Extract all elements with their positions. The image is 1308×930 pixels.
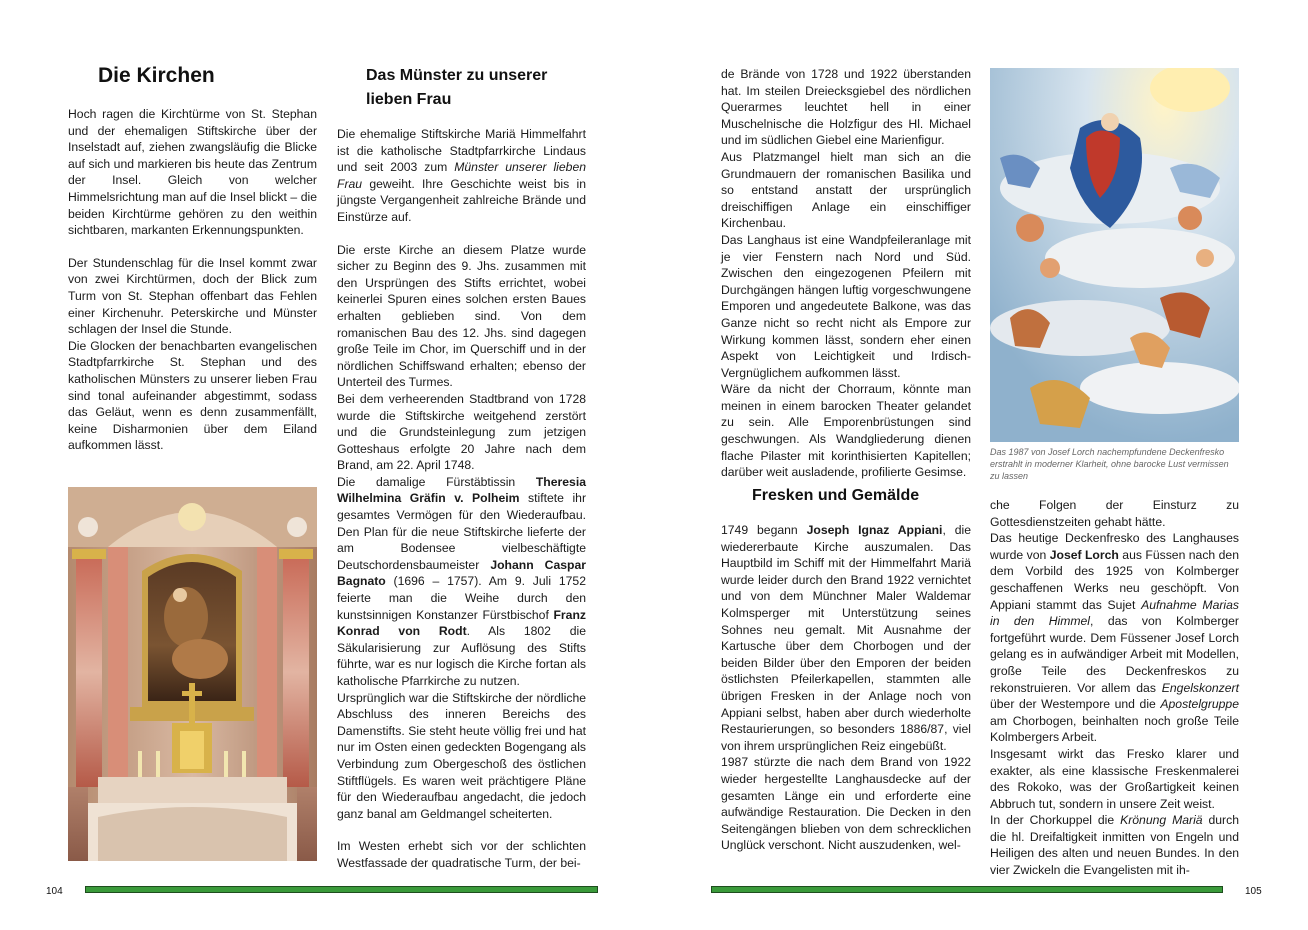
heading-die-kirchen: Die Kirchen <box>98 64 215 87</box>
paragraph: Die ehemalige Stiftskirche Mariä Himmelfahrt ist die katholische Stadtpfarrkirche Lindaus und seit 2003 zum Münster unserer lieben Frau geweiht. Ihre Geschichte weist bis in jüngste Vergangenheit zahlreiche Brände und Einstürze auf. <box>337 127 587 224</box>
fresco-photo <box>990 68 1239 442</box>
heading-fresken: Fresken und Gemälde <box>752 487 920 504</box>
paragraph: Wäre da nicht der Chorraum, könnte man meinen in einem barocken Theater gelandet zu sein. Alle Emporenbrüstungen sind geschwungen. Als Wandgliederung dienen flache Pilaster mit korinthisierten Kapitellen; darüber weit ausladende, profilierte Gesimse. <box>721 382 971 480</box>
paragraph: Aus Platzmangel hielt man sich an die Grundmauern der romanischen Basilika und so entstand anstatt der ursprünglich dreischiffigen Anlage ein einschiffiger Kirchenbau. <box>721 149 971 231</box>
paragraph: Das heutige Deckenfresko des Langhauses wurde von Josef Lorch aus Füssen nach den dem Vorbild des 1925 von Kolmberger geschaffenen Werks neu geschöpft. Von Appiani stammt das Sujet Aufnahme Marias in den Himmel, das von Kolmberger fortgeführt wurde. Dem Füssener Josef Lorch gelang es in aufwändiger Arbeit mit Modellen, große Teile des Deckenfreskos zu rekonstruieren. Vor allem das Engelskonzert über der Westempore und die Apostelgruppe am Chorbogen, beinhalten noch große Teile Kolmbergers Arbeit. <box>990 531 1239 745</box>
left-column-2-text <box>337 126 586 872</box>
altar-photo <box>68 487 317 861</box>
paragraph: Die Glocken der benachbarten evangelischen Stadtpfarrkirche St. Stephan und des katholischen Münsters zu unserer lieben Frau sind tonal aufeinander abgestimmt, sodass das Geläut, wenn es denn zusammenfällt, keine Disharmonien über dem Eiland aufkommen lässt. <box>68 338 317 453</box>
footer-bar-left <box>85 886 598 893</box>
paragraph: Das Langhaus ist eine Wandpfeileranlage mit je vier Fenstern nach Nord und Süd. Zwischen den eingezogenen Pfeilern mit Durchgängen hängen luftig vorgeschwungene Emporen und angedeutete Balkone, was das Ganze nicht so recht nicht als Empore zur Wirkung kommen lässt, sondern eher einen Aspekt von Leichtigkeit und Irdisch-Vergnüglichem aufkommen lässt. <box>721 232 971 380</box>
heading-muenster: Das Münster zu unserer lieben Frau <box>366 67 548 108</box>
fresco-caption: Das 1987 von Josef Lorch nachempfundene Deckenfresko erstrahlt in moderner Klarheit, ohne barocke Lust vermissen zu lassen <box>990 447 1229 481</box>
paragraph: Die damalige Fürstäbtissin Theresia Wilhelmina Gräfin v. Polheim stiftete ihr gesamtes Vermögen für den Wiederaufbau. Den Plan für die neue Stiftskirche lieferte der am Bodensee vielbeschäftigte Deutschordensbaumeister Johann Caspar Bagnato (1696 – 1757). Am 9. Juli 1752 feierte man die Weihe durch den kunstsinnigen Konstanzer Fürstbischof Franz Konrad von Rodt. Als 1802 die Säkularisierung zur Auflösung des Stifts führte, war es nur logisch die Kirche fortan als katholische Pfarrkirche zu nutzen. <box>337 474 587 688</box>
paragraph: 1987 stürzte die nach dem Brand von 1922 wieder hergestellte Langhausdecke auf der gesamten Länge ein und erforderte eine aufwändige Restauration. Die Decken in den Seitengängen blieben von dem schrecklichen Unglück verschont. Nicht auszudenken, wel- <box>721 755 971 853</box>
paragraph: de Brände von 1728 und 1922 überstanden hat. Im steilen Dreiecksgiebel des nördlichen Querarmes leuchtet hell in einer Muschelnische die Holzfigur des Hl. Michael und im südlichen Giebel eine Marienfigur. <box>721 67 971 148</box>
left-column-1-text <box>68 106 317 454</box>
page-number-left: 104 <box>46 886 63 897</box>
footer-bar-right <box>711 886 1223 893</box>
altar-illustration <box>68 487 317 861</box>
paragraph: Bei dem verheerenden Stadtbrand von 1728 wurde die Stiftskirche weitgehend zerstört und die Grundsteinlegung zum jetzigen Gotteshaus erfolgte 20 Jahre nach dem Brand, am 22. April 1748. <box>337 391 586 473</box>
paragraph: Der Stundenschlag für die Insel kommt zwar von zwei Kirchtürmen, doch der Blick zum Turm von St. Stephan offenbart das Fehlen einer Kirchenuhr. Peterskirche und Münster schlagen der Insel die Stunde. <box>68 255 317 337</box>
right-column-1-text-top <box>721 66 971 481</box>
fresco-illustration <box>990 68 1239 442</box>
paragraph: Die erste Kirche an diesem Platze wurde sicher zu Beginn des 9. Jhs. zusammen mit den Ursprüngen des Stifts errichtet, wobei keinerlei Spuren eines solchen ersten Baues erhalten geblieben sind. Von dem romanischen Bau des 12. Jhs. sind dagegen große Teile im Chor, im Querschiff und in der nördlichen Schiffswand erhalten; ebenso der Unterteil des Turmes. <box>337 242 586 390</box>
page-number-right: 105 <box>1245 886 1262 897</box>
right-column-2-text <box>990 497 1239 879</box>
paragraph: che Folgen der Einsturz zu Gottesdienstzeiten gehabt hätte. <box>990 498 1239 529</box>
paragraph: In der Chorkuppel die Krönung Mariä durch die hl. Dreifaltigkeit inmitten von Engeln und Heiligen des alten und neuen Bundes. In den vier Zwickeln die Evangelisten mit ih- <box>990 813 1239 878</box>
right-column-1-text-bottom <box>721 522 971 854</box>
paragraph: Hoch ragen die Kirchtürme von St. Stephan und der ehemaligen Stiftskirche über der Inselstadt auf, ziehen zwangsläufig die Blicke auf sich und markieren bis heute das Zentrum der Insel. Gleich von welcher Himmelsrichtung man auf die Insel blickt – die beiden Kirchtürme gehören zu den weithin sichtbaren, markanten Erkennungspunkten. <box>68 107 317 238</box>
paragraph: Im Westen erhebt sich vor der schlichten Westfassade der quadratische Turm, der bei- <box>337 839 586 870</box>
paragraph: Ursprünglich war die Stiftskirche der nördliche Abschluss des inneren Bereichs des Damenstifts. Sie steht heute völlig frei und hat nur im Osten einen gedeckten Bogengang als Verbindung zum Obergeschoß des östlichen Stiftflügels. Es waren weit prächtigere Pläne für den Wiederaufbau angedacht, die jedoch ganz banal am Geldmangel scheiterten. <box>337 690 586 821</box>
paragraph: Insgesamt wirkt das Fresko klarer und exakter, als eine klassische Freskenmalerei des Rokoko, was der Großartigkeit keinen Abbruch tut, sondern in unsere Zeit weist. <box>990 746 1239 811</box>
paragraph: 1749 begann Joseph Ignaz Appiani, die wiedererbaute Kirche auszumalen. Das Hauptbild im Schiff mit der Himmelfahrt Mariä wurde leider durch den Brand 1922 vernichtet und von dem Münchner Maler Waldemar Kolmsperger mit Unterstützung seines Sohnes neu gemalt. Mit Ausnahme der Kartusche über dem Chorbogen und der beiden Bilder über den Emporen der beiden östlichsten Pfeilerkapellen, stammten alle übrigen Fresken in der Anlage noch von Appiani selbst, haben aber durch wiederholte Restaurierungen, so besonders 1886/87, viel von ihrem ursprünglichen Reiz eingebüßt. <box>721 523 972 753</box>
